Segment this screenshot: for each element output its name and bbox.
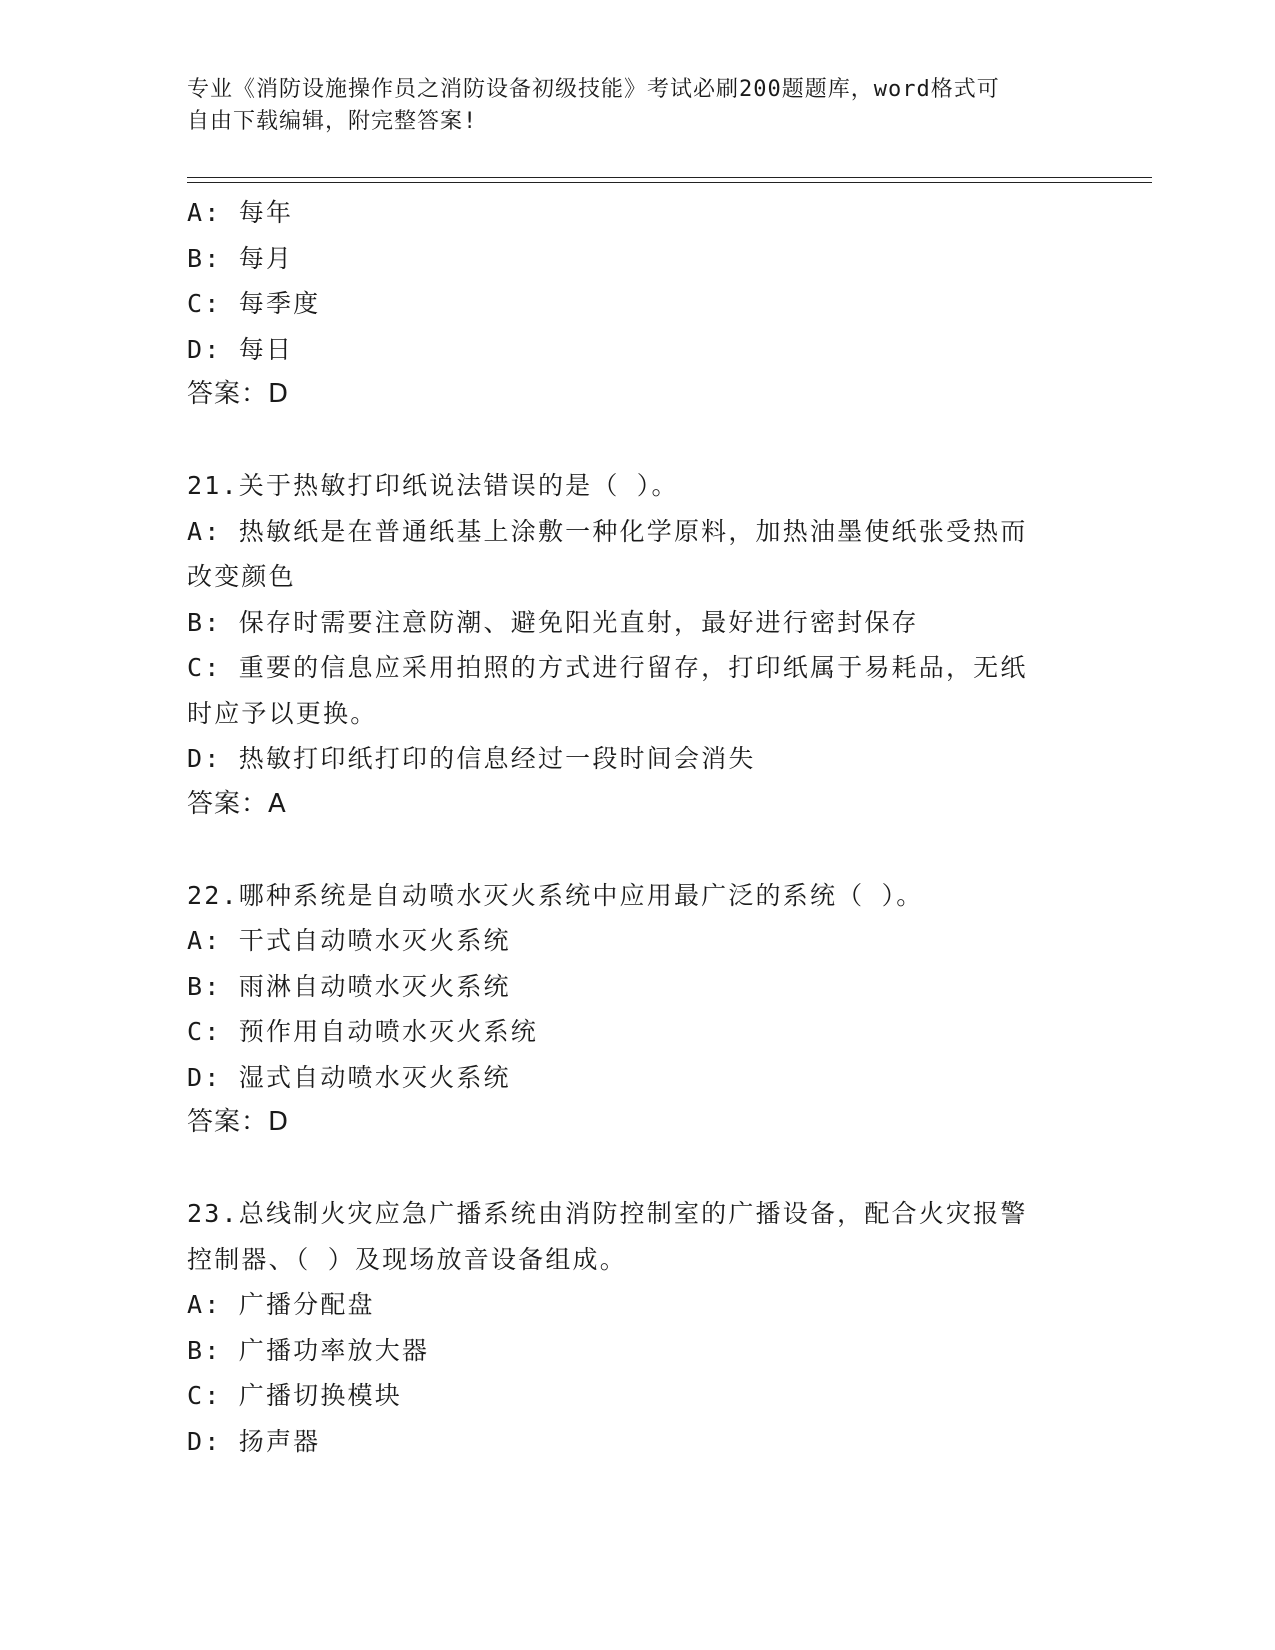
option-c: C: 预作用自动喷水灭火系统 (187, 1017, 538, 1046)
header-divider-top (187, 177, 1152, 178)
header-line-2: 自由下载编辑，附完整答案! (187, 109, 478, 134)
answer-label: 答案：D (187, 379, 290, 409)
header-line-1: 专业《消防设施操作员之消防设备初级技能》考试必刷200题题库，word格式可 (187, 77, 1000, 102)
question-text: 21.关于热敏打印纸说法错误的是（ ）。 (187, 471, 679, 500)
answer-label: 答案：A (187, 788, 287, 819)
option-b: B: 广播功率放大器 (187, 1335, 430, 1365)
question-21-block (187, 463, 1087, 827)
option-c-continued: 时应予以更换。 (187, 698, 378, 728)
option-c: C: 重要的信息应采用拍照的方式进行留存，打印纸属于易耗品，无纸 (187, 653, 1028, 682)
question-22-block (187, 873, 1087, 1146)
document-header (187, 74, 1067, 138)
question-list (187, 190, 1087, 1464)
option-d: D: 热敏打印纸打印的信息经过一段时间会消失 (187, 744, 756, 773)
question-20-block (187, 190, 1087, 418)
option-a: A: 干式自动喷水灭火系统 (187, 926, 511, 955)
option-d: D: 湿式自动喷水灭火系统 (187, 1062, 511, 1092)
question-23-block (187, 1191, 1087, 1464)
option-c: C: 广播切换模块 (187, 1381, 402, 1410)
option-b: B: 雨淋自动喷水灭火系统 (187, 971, 511, 1001)
option-a-continued: 改变颜色 (187, 562, 296, 591)
answer-label: 答案：D (187, 1107, 290, 1137)
spacer (187, 827, 1087, 873)
option-a: A: 热敏纸是在普通纸基上涂敷一种化学原料，加热油墨使纸张受热而 (187, 516, 1028, 546)
question-text: 23.总线制火灾应急广播系统由消防控制室的广播设备，配合火灾报警 (187, 1199, 1028, 1228)
option-b: B: 保存时需要注意防潮、避免阳光直射，最好进行密封保存 (187, 607, 919, 637)
question-text: 22.哪种系统是自动喷水灭火系统中应用最广泛的系统（ ）。 (187, 880, 924, 910)
spacer (187, 1146, 1087, 1192)
option-a: A: 广播分配盘 (187, 1290, 375, 1319)
header-divider-bottom (187, 182, 1152, 183)
option-c: C: 每季度 (187, 289, 321, 318)
option-a: A: 每年 (187, 198, 294, 227)
option-d: D: 扬声器 (187, 1426, 321, 1456)
option-d: D: 每日 (187, 334, 294, 364)
spacer (187, 418, 1087, 464)
option-b: B: 每月 (187, 243, 294, 273)
question-text-continued: 控制器、（ ）及现场放音设备组成。 (187, 1244, 627, 1274)
